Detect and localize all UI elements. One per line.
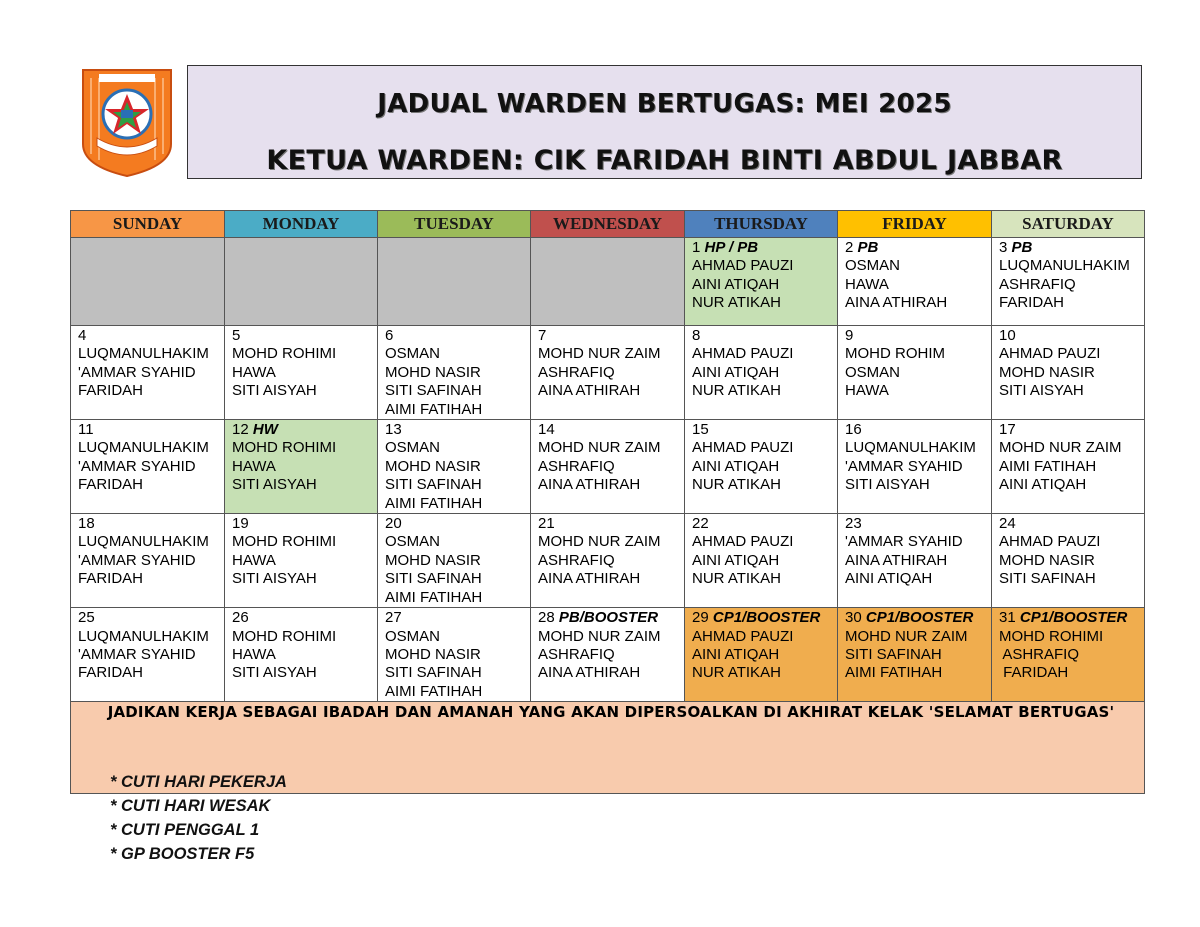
day-header-line: [845, 609, 991, 627]
day-header-line: [78, 609, 224, 627]
warden-name: SITI SAFINAH: [385, 570, 482, 588]
day-cell-22: [685, 514, 838, 608]
day-number: 16: [845, 421, 862, 439]
day-number: 12: [232, 421, 249, 439]
day-header-line: [385, 515, 530, 533]
warden-name: MOHD NASIR: [385, 551, 481, 569]
day-cell-5: [225, 326, 378, 420]
warden-name: AHMAD PAUZI: [692, 345, 794, 363]
warden-name: HAWA: [232, 551, 276, 569]
warden-name: OSMAN: [385, 345, 441, 363]
day-number: 15: [692, 421, 709, 439]
warden-name: SITI AISYAH: [999, 382, 1084, 400]
warden-name: MOHD NASIR: [999, 363, 1095, 381]
warden-name: MOHD ROHIM: [845, 345, 945, 363]
warden-name: AHMAD PAUZI: [692, 257, 794, 275]
day-number: 27: [385, 609, 402, 627]
warden-name: SITI AISYAH: [845, 476, 930, 494]
school-crest-icon: [77, 64, 177, 178]
day-number: 31: [999, 609, 1016, 627]
day-cell-12: [225, 420, 378, 514]
weekday-header-monday: MONDAY: [225, 211, 378, 238]
empty-day-cell: [531, 238, 685, 326]
day-cell-16: [838, 420, 992, 514]
warden-name: NUR ATIKAH: [692, 294, 781, 312]
day-number: 9: [845, 327, 854, 344]
duty-tag: PB: [1011, 239, 1033, 256]
day-header-line: [538, 421, 684, 439]
day-header-line: [999, 327, 1144, 345]
day-number: 30: [845, 609, 862, 627]
warden-name: OSMAN: [385, 533, 441, 551]
day-cell-15: [685, 420, 838, 514]
duty-tag: PB/BOOSTER: [558, 609, 659, 627]
day-number: 25: [78, 609, 95, 627]
note-item: * CUTI HARI WESAK: [110, 797, 271, 815]
warden-name: AINI ATIQAH: [692, 363, 780, 381]
warden-name: SITI SAFINAH: [385, 664, 482, 682]
warden-name: AINI ATIQAH: [845, 570, 933, 588]
day-number: 17: [999, 421, 1016, 439]
warden-name: AINA ATHIRAH: [538, 476, 641, 494]
note-item: * GP BOOSTER F5: [110, 845, 255, 863]
warden-name: MOHD ROHIMI: [232, 439, 337, 457]
weekday-header-sunday: SUNDAY: [71, 211, 225, 238]
day-header-line: [385, 421, 530, 439]
day-number: 28: [538, 609, 555, 627]
day-number: 20: [385, 515, 402, 533]
day-cell-3: [992, 238, 1145, 326]
warden-name: MOHD ROHIMI: [232, 627, 337, 645]
warden-name: 'AMMAR SYAHID: [78, 551, 196, 569]
warden-name: AINI ATIQAH: [692, 645, 780, 663]
warden-name: FARIDAH: [999, 664, 1069, 682]
duty-tag: HW: [252, 421, 278, 439]
day-header-line: [232, 327, 377, 345]
warden-name: SITI AISYAH: [232, 476, 317, 494]
warden-name: LUQMANULHAKIM: [845, 439, 976, 457]
day-number: 8: [692, 327, 701, 344]
warden-name: ASHRAFIQ: [999, 275, 1076, 293]
day-header-line: [845, 239, 991, 257]
warden-name: AINA ATHIRAH: [845, 294, 948, 312]
warden-name: SITI SAFINAH: [999, 570, 1096, 588]
note-item: * CUTI PENGGAL 1: [110, 821, 260, 839]
day-number: 11: [78, 421, 94, 439]
day-cell-21: [531, 514, 685, 608]
weekday-header-thursday: THURSDAY: [685, 211, 838, 238]
day-header-line: [692, 421, 837, 439]
warden-name: SITI AISYAH: [232, 382, 317, 400]
warden-name: 'AMMAR SYAHID: [78, 363, 196, 381]
duty-tag: CP1/BOOSTER: [865, 609, 974, 627]
warden-name: AHMAD PAUZI: [999, 533, 1101, 551]
warden-name: MOHD NASIR: [385, 363, 481, 381]
weekday-header-row: [71, 211, 1145, 238]
warden-name: MOHD ROHIMI: [232, 533, 337, 551]
warden-name: AINI ATIQAH: [692, 457, 780, 475]
note-item: * CUTI HARI PEKERJA: [110, 773, 287, 791]
day-header-line: [999, 609, 1144, 627]
day-header-line: [999, 421, 1144, 439]
day-cell-7: [531, 326, 685, 420]
day-number: 6: [385, 327, 394, 344]
day-cell-10: [992, 326, 1145, 420]
notes-list: [110, 770, 287, 866]
warden-name: ASHRAFIQ: [538, 457, 615, 475]
day-number: 23: [845, 515, 862, 533]
calendar-body: [71, 238, 1145, 702]
day-number: 22: [692, 515, 709, 533]
warden-name: LUQMANULHAKIM: [78, 439, 209, 457]
crest-graphic: [77, 64, 177, 178]
day-cell-18: [71, 514, 225, 608]
day-header-line: [692, 515, 837, 533]
warden-name: AIMI FATIHAH: [385, 588, 483, 606]
warden-name: MOHD NUR ZAIM: [845, 627, 968, 645]
warden-name: AINA ATHIRAH: [538, 570, 641, 588]
duty-tag: CP1/BOOSTER: [712, 609, 821, 627]
day-header-line: [845, 327, 991, 345]
warden-name: SITI SAFINAH: [845, 645, 942, 663]
day-cell-23: [838, 514, 992, 608]
warden-name: HAWA: [845, 382, 889, 400]
day-number: 29: [692, 609, 709, 627]
day-header-line: [385, 609, 530, 627]
motto-banner: JADIKAN KERJA SEBAGAI IBADAH DAN AMANAH YANG AKAN DIPERSOALKAN DI AKHIRAT KELAK 'SELAMAT BERTUGAS': [71, 702, 1145, 794]
day-header-line: [692, 239, 837, 257]
calendar-week-row: [71, 608, 1145, 702]
calendar-week-row: [71, 420, 1145, 514]
day-header-line: [232, 421, 377, 439]
day-header-line: [845, 515, 991, 533]
duty-tag: PB: [857, 239, 879, 256]
day-number: 3: [999, 239, 1008, 256]
warden-name: OSMAN: [385, 627, 441, 645]
duty-tag: HP / PB: [704, 239, 759, 256]
day-header-line: [78, 515, 224, 533]
day-cell-8: [685, 326, 838, 420]
weekday-header-saturday: SATURDAY: [992, 211, 1145, 238]
warden-name: NUR ATIKAH: [692, 570, 781, 588]
day-cell-1: [685, 238, 838, 326]
day-number: 1: [692, 239, 701, 256]
warden-name: FARIDAH: [78, 476, 144, 494]
warden-name: AIMI FATIHAH: [385, 494, 483, 512]
warden-name: LUQMANULHAKIM: [999, 257, 1130, 275]
calendar-week-row: [71, 238, 1145, 326]
warden-name: NUR ATIKAH: [692, 382, 781, 400]
day-header-line: [538, 609, 684, 627]
warden-name: AIMI FATIHAH: [385, 400, 483, 418]
warden-name: OSMAN: [385, 439, 441, 457]
warden-name: LUQMANULHAKIM: [78, 345, 209, 363]
weekday-header-friday: FRIDAY: [838, 211, 992, 238]
warden-name: ASHRAFIQ: [538, 645, 615, 663]
warden-name: 'AMMAR SYAHID: [78, 645, 196, 663]
day-cell-6: [378, 326, 531, 420]
warden-name: AINA ATHIRAH: [845, 551, 948, 569]
day-number: 24: [999, 515, 1016, 533]
warden-name: MOHD NUR ZAIM: [538, 627, 661, 645]
calendar-week-row: [71, 326, 1145, 420]
warden-name: AINI ATIQAH: [692, 275, 780, 293]
day-header-line: [232, 515, 377, 533]
day-number: 7: [538, 327, 547, 344]
warden-name: ASHRAFIQ: [538, 551, 615, 569]
day-cell-11: [71, 420, 225, 514]
day-header-line: [845, 421, 991, 439]
day-cell-25: [71, 608, 225, 702]
warden-name: FARIDAH: [999, 294, 1065, 312]
warden-name: MOHD NUR ZAIM: [538, 533, 661, 551]
day-header-line: [999, 515, 1144, 533]
warden-name: AINA ATHIRAH: [538, 664, 641, 682]
day-number: 2: [845, 239, 854, 256]
day-number: 19: [232, 515, 249, 533]
day-cell-9: [838, 326, 992, 420]
day-cell-4: [71, 326, 225, 420]
weekday-header-tuesday: TUESDAY: [378, 211, 531, 238]
warden-name: 'AMMAR SYAHID: [78, 457, 196, 475]
warden-name: LUQMANULHAKIM: [78, 533, 209, 551]
page-subtitle: KETUA WARDEN: CIK FARIDAH BINTI ABDUL JABBAR: [266, 145, 1063, 176]
day-number: 4: [78, 327, 87, 344]
warden-name: FARIDAH: [78, 664, 144, 682]
warden-name: MOHD ROHIMI: [999, 627, 1104, 645]
warden-name: NUR ATIKAH: [692, 664, 781, 682]
weekday-header-wednesday: WEDNESDAY: [531, 211, 685, 238]
warden-name: AIMI FATIHAH: [999, 457, 1097, 475]
day-cell-19: [225, 514, 378, 608]
day-number: 13: [385, 421, 402, 439]
warden-name: SITI AISYAH: [232, 664, 317, 682]
warden-name: MOHD NASIR: [999, 551, 1095, 569]
day-header-line: [385, 327, 530, 345]
day-cell-17: [992, 420, 1145, 514]
warden-name: MOHD NASIR: [385, 457, 481, 475]
day-header-line: [232, 609, 377, 627]
title-box: [187, 65, 1142, 179]
day-cell-28: [531, 608, 685, 702]
warden-name: OSMAN: [845, 257, 901, 275]
warden-name: AINI ATIQAH: [999, 476, 1087, 494]
day-number: 5: [232, 327, 241, 344]
empty-day-cell: [225, 238, 378, 326]
calendar-week-row: [71, 514, 1145, 608]
day-number: 14: [538, 421, 555, 439]
warden-name: SITI SAFINAH: [385, 476, 482, 494]
day-cell-30: [838, 608, 992, 702]
warden-name: SITI SAFINAH: [385, 382, 482, 400]
warden-name: OSMAN: [845, 363, 901, 381]
day-cell-14: [531, 420, 685, 514]
day-header-line: [538, 327, 684, 345]
day-cell-2: [838, 238, 992, 326]
warden-name: MOHD ROHIMI: [232, 345, 337, 363]
day-header-line: [78, 421, 224, 439]
empty-day-cell: [71, 238, 225, 326]
day-header-line: [999, 239, 1144, 257]
day-number: 10: [999, 327, 1016, 344]
warden-name: AINI ATIQAH: [692, 551, 780, 569]
page-title: JADUAL WARDEN BERTUGAS: MEI 2025: [377, 89, 952, 119]
warden-name: HAWA: [232, 457, 276, 475]
warden-name: AHMAD PAUZI: [692, 627, 794, 645]
warden-name: FARIDAH: [78, 570, 144, 588]
warden-name: AHMAD PAUZI: [692, 439, 794, 457]
day-cell-29: [685, 608, 838, 702]
warden-name: LUQMANULHAKIM: [78, 627, 209, 645]
day-header-line: [78, 327, 224, 345]
warden-name: AHMAD PAUZI: [692, 533, 794, 551]
day-number: 26: [232, 609, 249, 627]
warden-name: MOHD NUR ZAIM: [538, 439, 661, 457]
warden-name: SITI AISYAH: [232, 570, 317, 588]
empty-day-cell: [378, 238, 531, 326]
duty-tag: CP1/BOOSTER: [1019, 609, 1128, 627]
day-cell-20: [378, 514, 531, 608]
warden-name: MOHD NASIR: [385, 645, 481, 663]
warden-name: NUR ATIKAH: [692, 476, 781, 494]
day-header-line: [538, 515, 684, 533]
warden-name: AINA ATHIRAH: [538, 382, 641, 400]
warden-name: AHMAD PAUZI: [999, 345, 1101, 363]
day-cell-27: [378, 608, 531, 702]
day-cell-31: [992, 608, 1145, 702]
warden-name: ASHRAFIQ: [999, 645, 1080, 663]
warden-name: FARIDAH: [78, 382, 144, 400]
day-cell-13: [378, 420, 531, 514]
day-header-line: [692, 609, 837, 627]
warden-name: MOHD NUR ZAIM: [999, 439, 1122, 457]
warden-name: 'AMMAR SYAHID: [845, 533, 963, 551]
day-number: 18: [78, 515, 95, 533]
warden-name: HAWA: [845, 275, 889, 293]
warden-name: 'AMMAR SYAHID: [845, 457, 963, 475]
warden-name: AIMI FATIHAH: [385, 682, 483, 700]
day-number: 21: [538, 515, 555, 533]
duty-calendar-table: [70, 210, 1145, 794]
day-cell-26: [225, 608, 378, 702]
day-header-line: [692, 327, 837, 345]
warden-name: HAWA: [232, 363, 276, 381]
warden-name: HAWA: [232, 645, 276, 663]
warden-name: MOHD NUR ZAIM: [538, 345, 661, 363]
day-cell-24: [992, 514, 1145, 608]
warden-name: AIMI FATIHAH: [845, 664, 943, 682]
warden-name: ASHRAFIQ: [538, 363, 615, 381]
